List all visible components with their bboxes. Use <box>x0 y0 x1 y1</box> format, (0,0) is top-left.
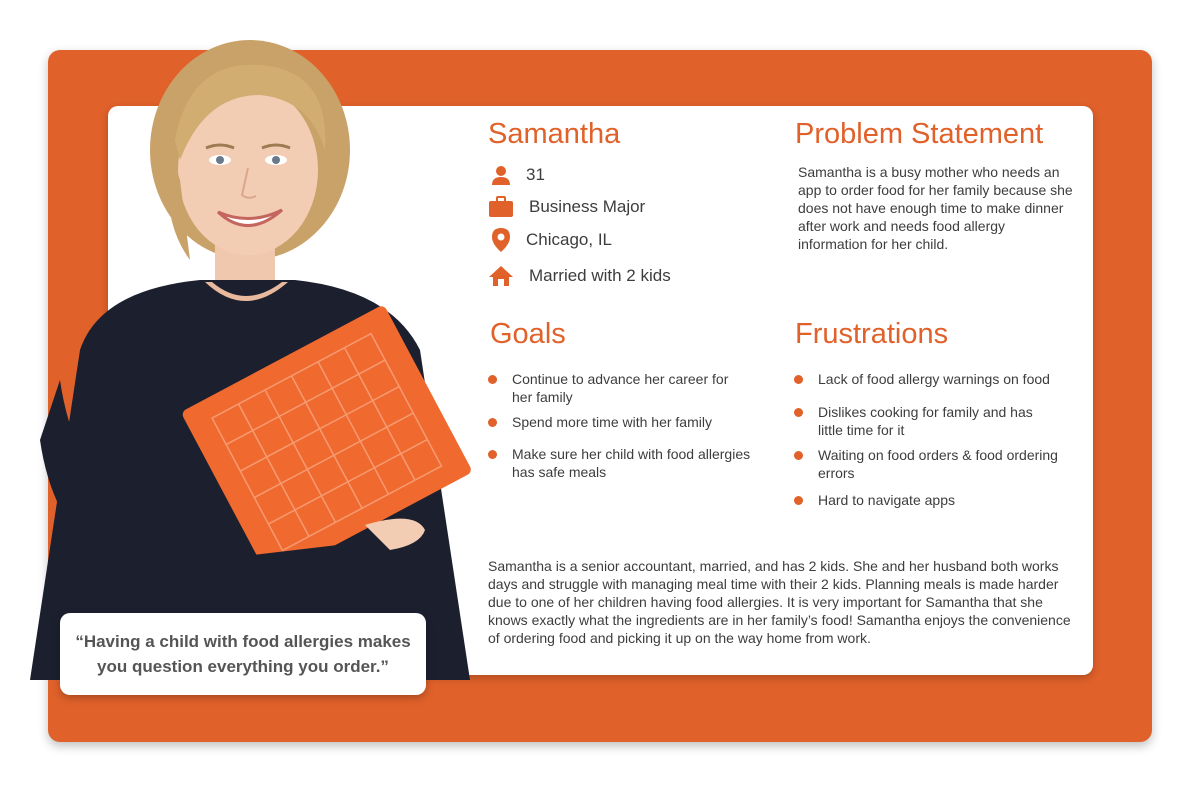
location-value: Chicago, IL <box>526 230 612 249</box>
list-item: Waiting on food orders & food ordering errors <box>794 446 1058 482</box>
person-icon <box>488 162 514 188</box>
bullet-icon <box>488 375 497 384</box>
goals-heading: Goals <box>490 318 566 350</box>
age-value: 31 <box>526 165 545 184</box>
problem-text: Samantha is a busy mother who needs an app to order food for her family because she does not have enough time to make dinner after work and needs food allergy information for her child. <box>798 164 1073 252</box>
bullet-icon <box>794 375 803 384</box>
bullet-icon <box>794 496 803 505</box>
bullet-icon <box>488 418 497 427</box>
list-item: Make sure her child with food allergies has safe meals <box>488 445 752 481</box>
persona-photo <box>20 20 500 680</box>
family-value: Married with 2 kids <box>529 266 671 285</box>
house-icon <box>488 263 514 289</box>
bullet-icon <box>794 408 803 417</box>
list-item: Hard to navigate apps <box>794 491 1058 509</box>
list-item: Lack of food allergy warnings on food <box>794 370 1098 388</box>
age-row <box>488 162 545 188</box>
family-row <box>488 263 671 289</box>
list-item: Dislikes cooking for family and has little time for it <box>794 403 1058 439</box>
occupation-row <box>488 194 645 220</box>
persona-bio: Samantha is a senior accountant, married, and has 2 kids. She and her husband both works days and struggle with managing meal time with their 2 kids. Planning meals is made harder due to one of her children having food allergies. It is very important for Samantha that she knows exactly what the ingredients are in her family’s food! Samantha enjoys the convenience of ordering food and picking it up on the way home from work. <box>488 558 1071 646</box>
quote-box <box>60 613 426 695</box>
occupation-value: Business Major <box>529 197 646 216</box>
bullet-icon <box>488 450 497 459</box>
list-item: Continue to advance her career for her family <box>488 370 752 406</box>
persona-quote: “Having a child with food allergies makes you question everything you order.” <box>75 632 411 676</box>
bullet-icon <box>794 451 803 460</box>
frustrations-heading: Frustrations <box>795 318 949 350</box>
persona-name: Samantha <box>488 118 621 150</box>
list-item: Spend more time with her family <box>488 413 752 431</box>
location-pin-icon <box>488 227 514 253</box>
briefcase-icon <box>488 194 514 220</box>
problem-heading: Problem Statement <box>795 118 1044 150</box>
location-row <box>488 227 612 253</box>
